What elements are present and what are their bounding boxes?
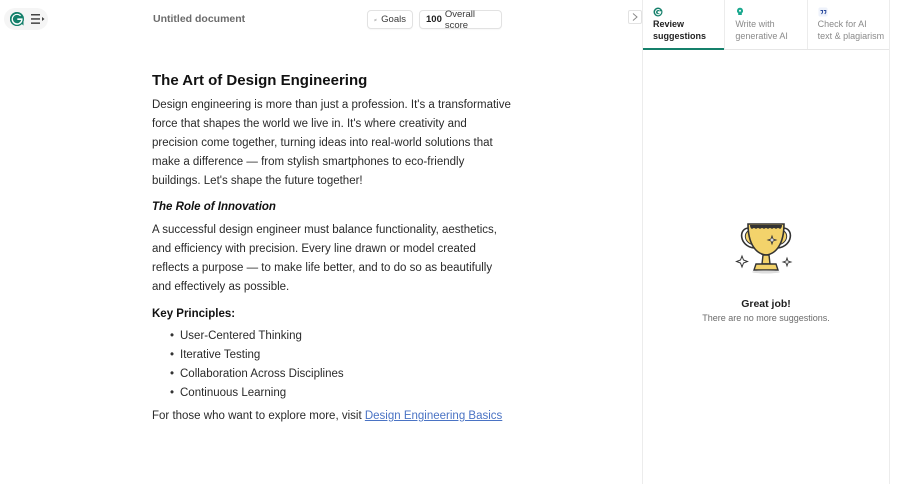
empty-state — [643, 218, 889, 323]
list-item: • User-Centered Thinking — [170, 327, 512, 346]
list-item: • Continuous Learning — [170, 384, 512, 403]
design-engineering-basics-link[interactable]: Design Engineering Basics — [364, 410, 503, 422]
app-controls — [4, 8, 48, 30]
tab-label-line2: suggestions — [653, 30, 707, 41]
score-label: Overall score — [444, 8, 475, 31]
grammarly-logo-icon[interactable] — [9, 11, 25, 27]
menu-icon[interactable] — [31, 13, 45, 25]
tab-check-ai-plagiarism[interactable] — [808, 0, 889, 49]
tab-label-line2: text & plagiarism — [817, 30, 885, 41]
tab-write-with-ai[interactable] — [725, 0, 807, 49]
empty-state-subtitle: There are no more suggestions. — [702, 313, 830, 323]
quote-icon — [818, 7, 828, 17]
goals-icon — [374, 16, 377, 24]
suggestions-panel — [642, 0, 890, 484]
principles-heading: Key Principles: — [152, 308, 236, 320]
tab-label-line2: generative AI — [735, 30, 788, 41]
goals-button[interactable] — [367, 10, 413, 29]
list-item: • Iterative Testing — [170, 346, 512, 365]
tab-review-suggestions[interactable] — [643, 0, 725, 49]
intro-paragraph: Design engineering is more than just a profession. It's a transformative force that shapes the world we live in. It's where creativity and precision come together, turning ideas into real-world solutions that make a difference — from stylish smartphones to eco-friendly buildings. Let's shape the future together! — [152, 99, 511, 187]
goals-label: Goals — [381, 14, 406, 25]
empty-state-title: Great job! — [741, 298, 791, 310]
lightbulb-icon — [735, 7, 745, 17]
grammarly-icon — [653, 7, 663, 17]
trophy-icon — [734, 218, 798, 282]
closing-text: For those who want to explore more, visit — [152, 410, 365, 422]
panel-tabs — [643, 0, 889, 50]
collapse-panel-button[interactable] — [628, 10, 642, 24]
overall-score-button[interactable] — [419, 10, 502, 29]
section-paragraph: A successful design engineer must balance functionality, aesthetics, and efficiency with precision. Every line drawn or model created reflects a purpose — to make life better, and to do so as beautifully and effectively as possible. — [152, 224, 497, 293]
section-heading: The Role of Innovation — [152, 201, 276, 213]
tab-label-line1: Check for AI — [817, 19, 867, 29]
principles-list — [170, 327, 512, 403]
document-heading: The Art of Design Engineering — [152, 72, 368, 89]
chevron-right-icon — [632, 13, 638, 21]
document-editor[interactable] — [152, 70, 512, 426]
closing-paragraph — [152, 407, 512, 426]
score-value: 100 — [426, 14, 442, 25]
tab-label-line1: Review — [653, 19, 685, 29]
list-item: • Collaboration Across Disciplines — [170, 365, 512, 384]
document-title[interactable]: Untitled document — [153, 13, 246, 25]
tab-label-line1: Write with — [735, 19, 775, 29]
